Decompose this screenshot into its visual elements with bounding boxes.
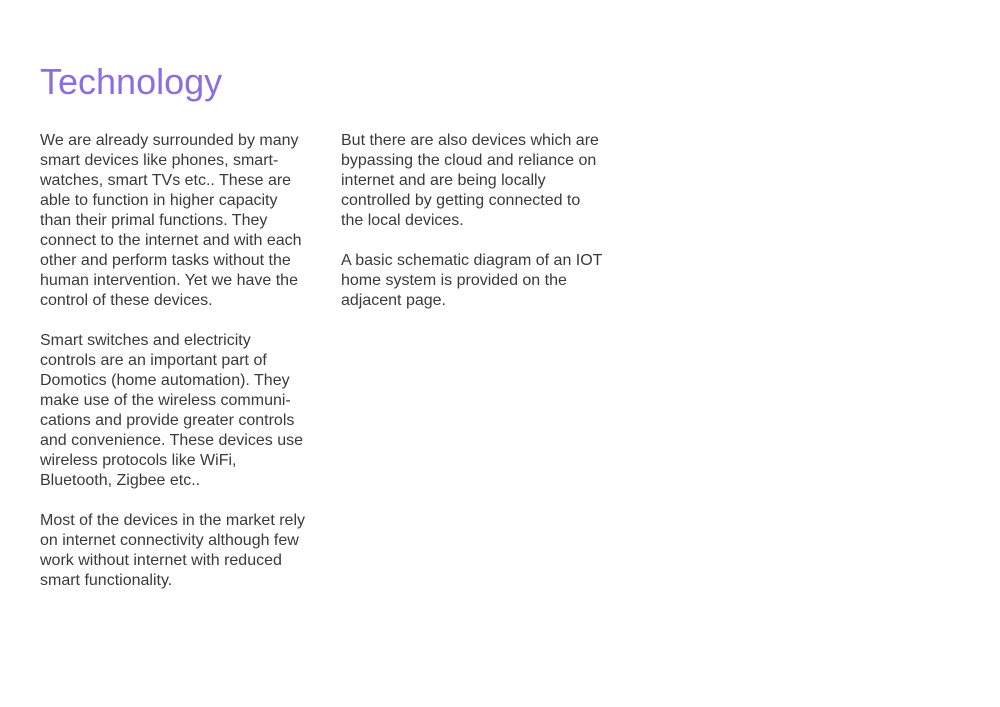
left-text-column	[40, 131, 330, 591]
text-line: other and perform tasks without the	[40, 252, 291, 269]
text-line: smart devices like phones, smart-	[40, 152, 279, 169]
paragraph-local-devices	[341, 131, 631, 231]
page-title: Technology	[40, 61, 223, 102]
text-line: control of these devices.	[40, 292, 213, 309]
text-line: Domotics (home automation). They	[40, 372, 290, 389]
text-line: cations and provide greater controls	[40, 412, 295, 429]
text-line: controlled by getting connected to	[341, 192, 581, 209]
text-line: smart functionality.	[40, 572, 173, 589]
paragraph-smart-devices	[40, 131, 330, 311]
text-line: connect to the internet and with each	[40, 232, 302, 249]
right-text-column	[341, 131, 631, 311]
text-line: human intervention. Yet we have the	[40, 272, 298, 289]
text-line: adjacent page.	[341, 292, 446, 309]
text-line: wireless protocols like WiFi,	[40, 452, 237, 469]
paragraph-smart-switches	[40, 331, 330, 491]
text-line: home system is provided on the	[341, 272, 567, 289]
text-line: Most of the devices in the market rely	[40, 512, 305, 529]
text-line: But there are also devices which are	[341, 132, 599, 149]
paragraph-schematic-reference	[341, 251, 631, 311]
text-line: Bluetooth, Zigbee etc..	[40, 472, 201, 489]
paragraph-internet-reliance	[40, 511, 330, 591]
text-line: bypassing the cloud and reliance on	[341, 152, 597, 169]
text-line: controls are an important part of	[40, 352, 267, 369]
paragraph-spacer	[40, 311, 330, 331]
text-line: watches, smart TVs etc.. These are	[40, 172, 292, 189]
text-line: and convenience. These devices use	[40, 432, 303, 449]
text-line: work without internet with reduced	[40, 552, 282, 569]
text-line: make use of the wireless communi-	[40, 392, 291, 409]
text-line: Smart switches and electricity	[40, 332, 251, 349]
text-line: We are already surrounded by many	[40, 132, 299, 149]
text-line: on internet connectivity although few	[40, 532, 299, 549]
paragraph-spacer	[341, 231, 631, 251]
text-line: able to function in higher capacity	[40, 192, 278, 209]
text-line: internet and are being locally	[341, 172, 546, 189]
paragraph-spacer	[40, 491, 330, 511]
text-line: the local devices.	[341, 212, 464, 229]
text-line: A basic schematic diagram of an IOT	[341, 252, 603, 269]
text-line: than their primal functions. They	[40, 212, 268, 229]
